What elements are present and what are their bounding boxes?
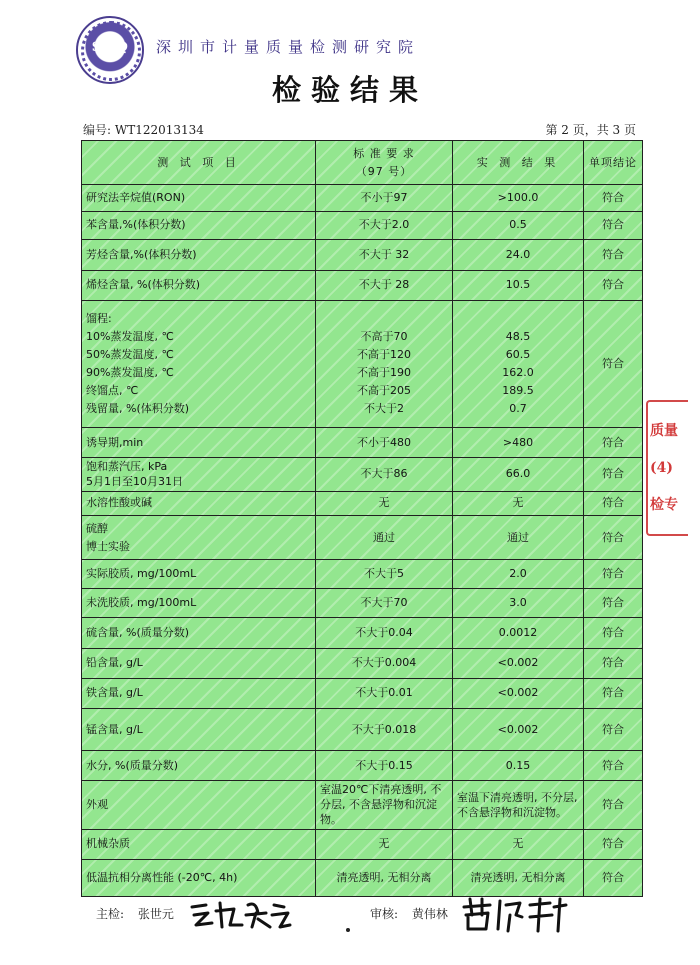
cell-standard: 不大于0.004: [316, 648, 453, 678]
reviewer-line: [370, 905, 448, 922]
distillation-result: 0.7: [509, 402, 527, 416]
cell-item: 铁含量, g/L: [82, 678, 316, 708]
table-row: [82, 239, 643, 270]
distillation-line: 10%蒸发温度, ℃: [86, 330, 174, 344]
cell-item: 锰含量, g/L: [82, 708, 316, 750]
distillation-result: 60.5: [505, 348, 531, 362]
cell-standard: 室温20℃下清亮透明, 不分层, 不含悬浮物和沉淀物。: [316, 781, 453, 829]
cell-result: 10.5: [453, 270, 584, 300]
page-info: 第 2 页，共 3 页: [545, 123, 636, 137]
cell-conclusion: 符合: [584, 212, 643, 239]
cell-conclusion: 符合: [584, 491, 643, 515]
cell-standard: 不大于0.15: [316, 751, 453, 781]
cell-conclusion: 符合: [584, 560, 643, 589]
cell-conclusion: 符合: [584, 781, 643, 829]
cell-item: 实际胶质, mg/100mL: [82, 560, 316, 589]
distillation-line: 终馏点, ℃: [86, 384, 139, 398]
table-row: [82, 491, 643, 515]
table-row-distillation: [82, 300, 643, 428]
cell-item: [82, 457, 316, 491]
stamp-text: 检专: [650, 497, 678, 513]
reviewer-name: 黄伟林: [411, 907, 448, 921]
cell-standard: 通过: [316, 515, 453, 559]
distillation-result: 189.5: [502, 384, 534, 398]
cell-result: <0.002: [453, 648, 584, 678]
header-standard-line2: （97 号）: [355, 164, 413, 178]
cell-item: 苯含量,%(体积分数): [82, 212, 316, 239]
cell-standard: 不大于70: [316, 589, 453, 618]
report-number: [83, 121, 204, 138]
mercaptan-line1: 硫醇: [86, 521, 108, 535]
document-title: 检验结果: [271, 73, 428, 107]
table-row-vapor-pressure: [82, 457, 643, 491]
table-row: [82, 648, 643, 678]
vapor-line2: 5月1日至10月31日: [86, 475, 183, 489]
cell-standard: 不大于5: [316, 560, 453, 589]
cell-item: 外观: [82, 781, 316, 829]
cell-standard: 无: [316, 829, 453, 859]
cell-conclusion: 符合: [584, 648, 643, 678]
table-row: [82, 270, 643, 300]
cell-standard: 不小于480: [316, 428, 453, 457]
table-row: [82, 212, 643, 239]
cell-standard: 不大于0.04: [316, 618, 453, 648]
cell-conclusion: 符合: [584, 829, 643, 859]
cell-standard: 不大于2.0: [316, 212, 453, 239]
cell-item: 机械杂质: [82, 829, 316, 859]
results-table: [81, 140, 643, 897]
cell-conclusion: 符合: [584, 618, 643, 648]
table-row: [82, 751, 643, 781]
header-result: 实 测 结 果: [453, 141, 584, 185]
ink-dot: [346, 928, 350, 932]
table-row: [82, 618, 643, 648]
distillation-standard: 不高于120: [357, 348, 411, 362]
cell-item: 硫含量, %(质量分数): [82, 618, 316, 648]
cell-result: 室温下清亮透明, 不分层, 不含悬浮物和沉淀物。: [453, 781, 584, 829]
cell-conclusion: 符合: [584, 428, 643, 457]
cell-result: 0.5: [453, 212, 584, 239]
cell-standard: 不大于86: [316, 457, 453, 491]
cell-conclusion: 符合: [584, 300, 643, 428]
cell-item: [82, 300, 316, 428]
header-conclusion: 单项结论: [584, 141, 643, 185]
cell-result: >100.0: [453, 185, 584, 212]
cell-result: 24.0: [453, 239, 584, 270]
cell-result: >480: [453, 428, 584, 457]
inspector-name: 张世元: [137, 907, 174, 921]
cell-result: 无: [453, 829, 584, 859]
cell-result: <0.002: [453, 708, 584, 750]
cell-conclusion: 符合: [584, 859, 643, 896]
cell-conclusion: 符合: [584, 708, 643, 750]
cell-standard: 不大于 28: [316, 270, 453, 300]
header-standard: [316, 141, 453, 185]
distillation-line: 90%蒸发温度, ℃: [86, 366, 174, 380]
report-number-value: WT122013134: [114, 123, 204, 137]
inspector-line: [96, 905, 174, 922]
vapor-line1: 饱和蒸汽压, kPa: [86, 460, 168, 474]
distillation-standard: 不高于70: [360, 330, 408, 344]
red-seal-stamp: [646, 400, 688, 536]
cell-result: [453, 300, 584, 428]
stamp-text: (4): [650, 460, 673, 476]
cell-result: <0.002: [453, 678, 584, 708]
cell-item: 烯烃含量, %(体积分数): [82, 270, 316, 300]
cell-conclusion: 符合: [584, 270, 643, 300]
table-row: [82, 428, 643, 457]
cell-standard: [316, 300, 453, 428]
table-row-appearance: [82, 781, 643, 829]
distillation-standard: 不高于205: [357, 384, 411, 398]
cell-result: 2.0: [453, 560, 584, 589]
cell-conclusion: 符合: [584, 239, 643, 270]
inspector-signature: [186, 895, 296, 935]
distillation-label: 馏程:: [86, 312, 112, 326]
cell-item: 铅含量, g/L: [82, 648, 316, 678]
table-row: [82, 589, 643, 618]
distillation-standard: 不大于2: [364, 402, 404, 416]
table-row: [82, 829, 643, 859]
cell-result: 清亮透明, 无相分离: [453, 859, 584, 896]
distillation-result: 48.5: [505, 330, 531, 344]
cell-item: 未洗胶质, mg/100mL: [82, 589, 316, 618]
table-header-row: [82, 141, 643, 185]
cell-result: 66.0: [453, 457, 584, 491]
table-row: [82, 859, 643, 896]
cell-item: 诱导期,min: [82, 428, 316, 457]
logo-text: SMQ: [91, 40, 129, 55]
cell-conclusion: 符合: [584, 515, 643, 559]
cell-result: 无: [453, 491, 584, 515]
cell-item: [82, 515, 316, 559]
cell-item: 芳烃含量,%(体积分数): [82, 239, 316, 270]
table-row-mercaptan: [82, 515, 643, 559]
mercaptan-line2: 博士实验: [86, 539, 130, 553]
distillation-standard: 不高于190: [357, 366, 411, 380]
table-row: [82, 185, 643, 212]
table-row: [82, 560, 643, 589]
header-standard-line1: 标 准 要 求: [353, 146, 415, 160]
cell-standard: 清亮透明, 无相分离: [316, 859, 453, 896]
cell-item: 水分, %(质量分数): [82, 751, 316, 781]
distillation-line: 残留量, %(体积分数): [86, 402, 190, 416]
report-number-label: 编号:: [83, 123, 112, 137]
table-row: [82, 708, 643, 750]
reviewer-label: 审核:: [370, 907, 399, 921]
cell-result: 3.0: [453, 589, 584, 618]
cell-standard: 不大于0.018: [316, 708, 453, 750]
distillation-result: 162.0: [502, 366, 534, 380]
organization-name: 深圳市计量质量检测研究院: [156, 38, 421, 56]
stamp-text: 质量: [650, 423, 678, 439]
distillation-line: 50%蒸发温度, ℃: [86, 348, 174, 362]
cell-item: 水溶性酸或碱: [82, 491, 316, 515]
header-item: 测 试 项 目: [82, 141, 316, 185]
cell-standard: 不大于 32: [316, 239, 453, 270]
cell-result: 通过: [453, 515, 584, 559]
cell-standard: 不小于97: [316, 185, 453, 212]
cell-standard: 不大于0.01: [316, 678, 453, 708]
cell-item: 研究法辛烷值(RON): [82, 185, 316, 212]
cell-conclusion: 符合: [584, 678, 643, 708]
cell-conclusion: 符合: [584, 751, 643, 781]
inspector-label: 主检:: [96, 907, 125, 921]
cell-result: 0.0012: [453, 618, 584, 648]
reviewer-signature: [460, 895, 570, 937]
cell-conclusion: 符合: [584, 589, 643, 618]
table-row: [82, 678, 643, 708]
cell-standard: 无: [316, 491, 453, 515]
cell-conclusion: 符合: [584, 457, 643, 491]
cell-result: 0.15: [453, 751, 584, 781]
cell-item: 低温抗相分离性能 (-20℃, 4h): [82, 859, 316, 896]
cell-conclusion: 符合: [584, 185, 643, 212]
